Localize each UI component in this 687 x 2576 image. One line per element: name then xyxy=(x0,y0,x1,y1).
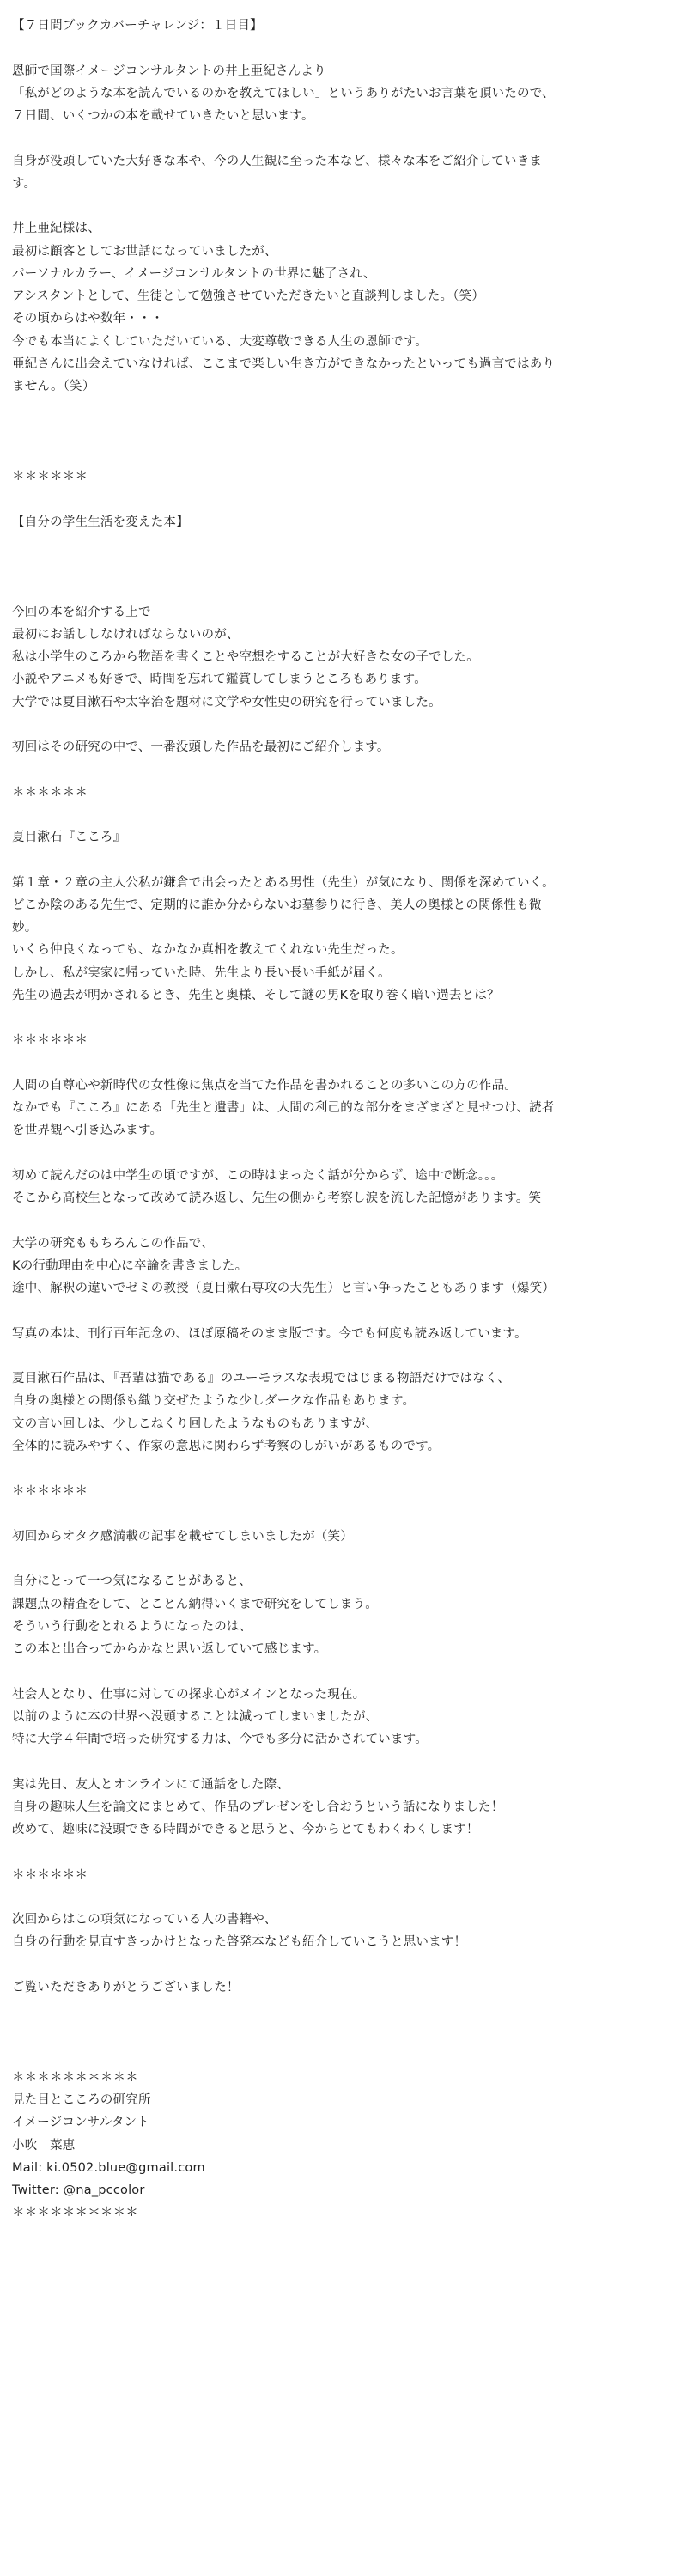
body-text-line: 自身が没頭していた大好きな本や、今の人生観に至った本など、様々な本をご紹介していきま xyxy=(12,154,543,168)
body-text-line: そういう行動をとれるようになったのは、 xyxy=(12,1619,252,1634)
body-text-line: 今回の本を紹介する上で xyxy=(12,605,151,619)
body-text-line: 最初にお話ししなければならないのが、 xyxy=(12,627,240,642)
contact-twitter: Twitter: @na_pccolor xyxy=(12,2183,145,2197)
section-divider: ＊＊＊＊＊＊ xyxy=(12,1867,88,1882)
body-text-line: Kの行動理由を中心に卒論を書きました。 xyxy=(12,1258,248,1273)
body-text-line: 特に大学４年間で培った研究する力は、今でも多分に活かされています。 xyxy=(12,1733,428,1746)
section-heading: 【７日間ブックカバーチャレンジ：１日目】 xyxy=(12,19,263,33)
body-text-line: その頃からはや数年・・・ xyxy=(12,312,164,326)
body-text-line: 自分にとって一つ気になることがあると、 xyxy=(12,1574,252,1589)
body-text-line: 自身の趣味人生を論文にまとめて、作品のプレゼンをし合おうという話になりました！ xyxy=(12,1800,504,1814)
body-text-line: 妙。 xyxy=(12,921,38,935)
body-text-line: イメージコンサルタント xyxy=(12,2116,149,2130)
section-divider: ＊＊＊＊＊＊ xyxy=(12,1033,88,1048)
section-divider: ＊＊＊＊＊＊ xyxy=(12,1484,88,1499)
body-text-line: 小吹 菜恵 xyxy=(12,2138,76,2153)
section-divider: ＊＊＊＊＊＊＊＊＊＊ xyxy=(12,2070,138,2085)
body-text-line: 実は先日、友人とオンラインにて通話をした際、 xyxy=(12,1777,289,1792)
body-text-line: 大学では夏目漱石や太宰治を題材に文学や女性史の研究を行っていました。 xyxy=(12,695,441,709)
body-text-line: 全体的に読みやすく、作家の意思に関わらず考察のしがいがあるものです。 xyxy=(12,1439,441,1453)
body-text-line: 課題点の精査をして、とことん納得いくまで研究をしてしまう。 xyxy=(12,1597,379,1611)
contact-email: Mail: ki.0502.blue@gmail.com xyxy=(12,2160,205,2175)
body-text-line: 初回からオタク感満載の記事を載せてしまいましたが（笑） xyxy=(12,1529,353,1544)
body-text-line: ７日間、いくつかの本を載せていきたいと思います。 xyxy=(12,109,314,123)
body-text-line: 自身の行動を見直すきっかけとなった啓発本なども紹介していこうと思います！ xyxy=(12,1935,467,1950)
body-text-line: 次回からはこの項気になっている人の書籍や、 xyxy=(12,1913,277,1927)
body-text-line: 小説やアニメも好きで、時間を忘れて鑑賞してしまうところもあります。 xyxy=(12,673,427,687)
body-text-line: 今でも本当によくしていただいている、大変尊敬できる人生の恩師です。 xyxy=(12,334,428,349)
body-text-line: なかでも『こころ』にある「先生と遺書」は、人間の利己的な部分をまざまざと見せつけ、読者 xyxy=(12,1101,555,1115)
body-text-line: 社会人となり、仕事に対しての探求心がメインとなった現在。 xyxy=(12,1687,366,1702)
body-text-line: 先生の過去が明かされるとき、先生と奥様、そして謎の男Kを取り巻く暗い過去とは？ xyxy=(12,988,500,1002)
body-text-line: 途中、解釈の違いでゼミの教授（夏目漱石専攻の大先生）と言い争ったこともあります（爆笑） xyxy=(12,1282,556,1295)
body-text-line: ご覧いただきありがとうございました！ xyxy=(12,1980,240,1994)
body-text-line: パーソナルカラー、イメージコンサルタントの世界に魅了され、 xyxy=(12,266,376,281)
body-text-line: 井上亜紀様は、 xyxy=(12,222,100,236)
body-text-line: 大学の研究ももちろんこの作品で、 xyxy=(12,1236,214,1251)
body-text-line: ません。（笑） xyxy=(12,380,95,393)
body-text-line: 「私がどのような本を読んでいるのかを教えてほしい」というありがたいお言葉を頂いたので、 xyxy=(12,86,555,100)
body-text-line: 最初は顧客としてお世話になっていましたが、 xyxy=(12,244,277,259)
body-text-line: す。 xyxy=(12,176,37,191)
body-text-line: 自身の奥様との関係も織り交ぜたような少しダークな作品もあります。 xyxy=(12,1394,416,1409)
body-text-line: 夏目漱石作品は、『吾輩は猫である』のユーモラスな表現ではじまる物語だけではなく、 xyxy=(12,1372,511,1385)
body-text-line: この本と出合ってからかなと思い返していて感じます。 xyxy=(12,1642,327,1656)
section-heading: 【自分の学生生活を変えた本】 xyxy=(12,515,189,529)
body-text-line: アシスタントとして、生徒として勉強させていただきたいと直談判しました。（笑） xyxy=(12,289,485,303)
body-text-line: 第１章・２章の主人公私が鎌倉で出会ったとある男性（先生）が気になり、関係を深めていく。 xyxy=(12,875,555,890)
body-text-line: 亜紀さんに出会えていなければ、ここまで楽しい生き方ができなかったといっても過言ではあり xyxy=(12,356,556,371)
section-divider: ＊＊＊＊＊＊ xyxy=(12,785,88,800)
section-divider: ＊＊＊＊＊＊＊＊＊＊ xyxy=(12,2206,138,2220)
body-text-line: 初めて読んだのは中学生の頃ですが、この時はまったく話が分からず、途中で断念。。。 xyxy=(12,1168,504,1183)
body-text-line: を世界観へ引き込みます。 xyxy=(12,1124,163,1138)
body-text-line: 恩師で国際イメージコンサルタントの井上亜紀さんより xyxy=(12,64,326,78)
body-text-line: 私は小学生のころから物語を書くことや空想をすることが大好きな女の子でした。 xyxy=(12,650,479,664)
body-text-line: 文の言い回しは、少しこねくり回したようなものもありますが、 xyxy=(12,1416,379,1431)
body-text-line: 夏目漱石『こころ』 xyxy=(12,831,126,844)
body-text-line: 写真の本は、刊行百年記念の、ほぼ原稿そのまま版です。今でも何度も読み返しています。 xyxy=(12,1326,527,1341)
body-text-line: いくら仲良くなっても、なかなか真相を教えてくれない先生だった。 xyxy=(12,943,404,958)
section-divider: ＊＊＊＊＊＊ xyxy=(12,470,88,484)
body-text-line: 以前のように本の世界へ没頭することは減ってしまいましたが、 xyxy=(12,1709,379,1724)
body-text-line: しかし、私が実家に帰っていた時、先生より長い長い手紙が届く。 xyxy=(12,965,391,980)
body-text-line: 人間の自尊心や新時代の女性像に焦点を当てた作品を書かれることの多いこの方の作品。 xyxy=(12,1078,517,1093)
body-text-line: どこか陰のある先生で、定期的に誰か分からないお墓参りに行き、美人の奥様との関係性も微 xyxy=(12,898,542,912)
body-text-line: そこから高校生となって改めて読み返し、先生の側から考察し涙を流した記憶があります。笑 xyxy=(12,1191,542,1205)
body-text-line: 改めて、趣味に没頭できる時間ができると思うと、今からとてもわくわくします！ xyxy=(12,1823,479,1836)
body-text-line: 初回はその研究の中で、一番没頭した作品を最初にご紹介します。 xyxy=(12,740,390,754)
body-text-line: 見た目とこころの研究所 xyxy=(12,2093,151,2107)
